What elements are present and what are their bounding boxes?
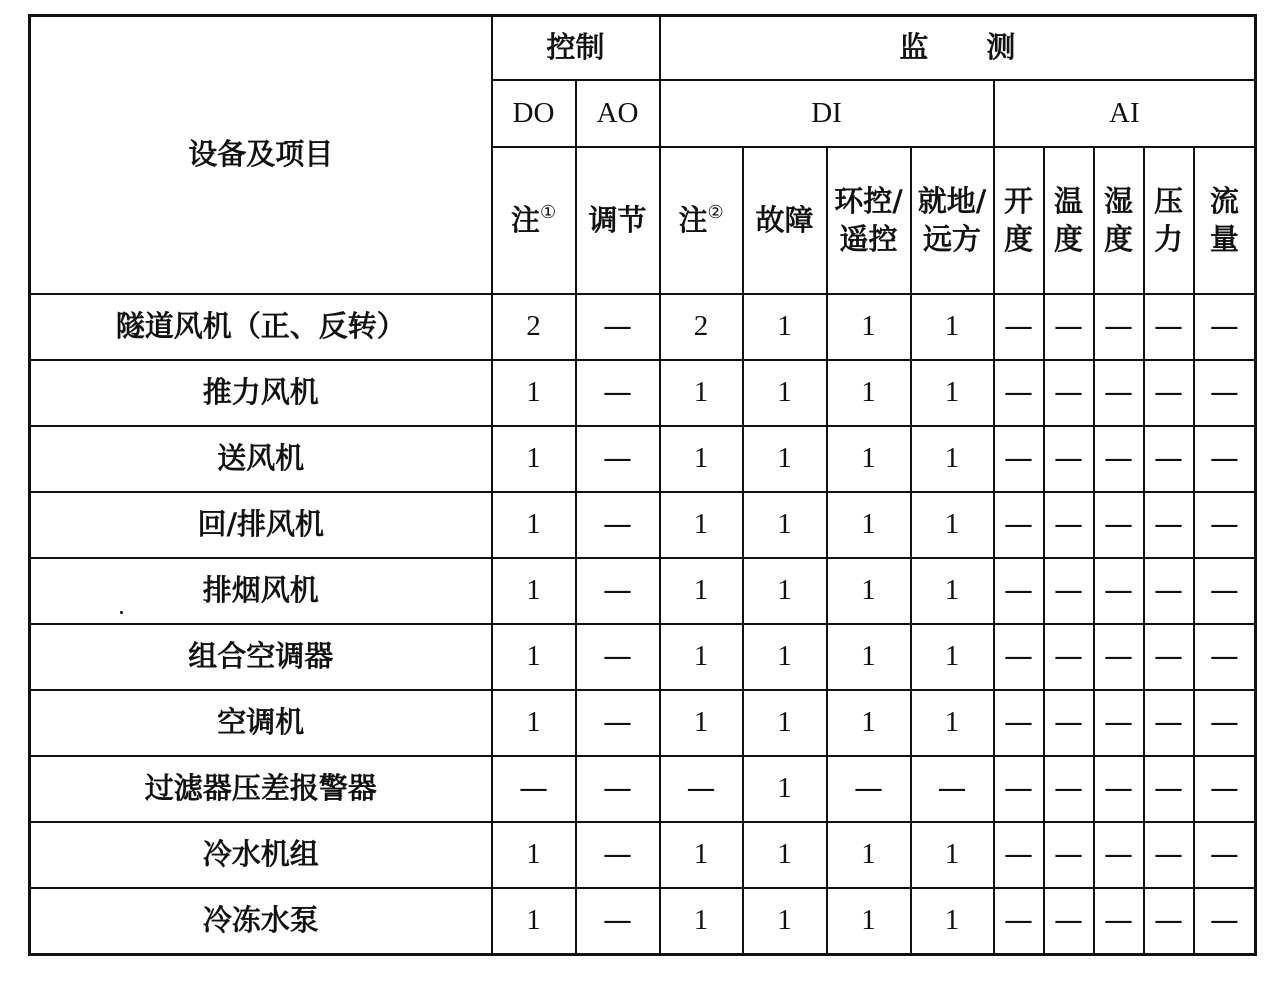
table-cell: 2	[492, 294, 576, 360]
table-cell: —	[492, 756, 576, 822]
di-env-remote-header	[827, 147, 911, 294]
table-cell: —	[1194, 690, 1256, 756]
table-cell: —	[1044, 558, 1094, 624]
table-cell: —	[576, 822, 660, 888]
table-cell: —	[1094, 294, 1144, 360]
table-cell: 1	[660, 624, 743, 690]
do-header: DO	[492, 80, 576, 147]
table-cell: 1	[743, 756, 827, 822]
ai-humidity-header	[1094, 147, 1144, 294]
table-cell: —	[994, 360, 1044, 426]
row-item-name: 空调机	[30, 690, 492, 756]
ai-open-line-1: 开	[1004, 183, 1034, 218]
table-cell: —	[576, 360, 660, 426]
table-cell: —	[1094, 360, 1144, 426]
table-cell: 1	[827, 624, 911, 690]
table-cell: 1	[827, 360, 911, 426]
table-cell: —	[1044, 822, 1094, 888]
table-cell: —	[1144, 294, 1194, 360]
do-note-sup: ①	[539, 202, 557, 224]
table-cell: —	[994, 822, 1044, 888]
ai-press-line-1: 压	[1154, 183, 1184, 218]
ai-open-line-2: 度	[1004, 221, 1034, 256]
ai-pressure-header	[1144, 147, 1194, 294]
table-cell: 1	[660, 690, 743, 756]
table-cell: 1	[492, 624, 576, 690]
ai-hum-line-1: 湿	[1104, 183, 1134, 218]
table-row	[30, 360, 1256, 426]
table-cell: 1	[660, 426, 743, 492]
row-item-name: 送风机	[30, 426, 492, 492]
row-item-name: 回/排风机	[30, 492, 492, 558]
table-row	[30, 558, 1256, 624]
monitor-header: 监 测	[660, 16, 1256, 81]
row-item-name: 冷水机组	[30, 822, 492, 888]
item-column-header: 设备及项目	[30, 16, 492, 295]
row-item-name: 排烟风机	[30, 558, 492, 624]
table-cell: 1	[743, 492, 827, 558]
ai-flow-line-2: 量	[1209, 221, 1239, 256]
table-cell: —	[1194, 624, 1256, 690]
table-cell: 1	[492, 492, 576, 558]
table-cell: —	[1044, 294, 1094, 360]
table-cell: 1	[660, 492, 743, 558]
di-note-sup: ②	[707, 202, 724, 224]
table-row	[30, 294, 1256, 360]
table-cell: 1	[492, 888, 576, 955]
table-cell: —	[1194, 492, 1256, 558]
table-cell: 1	[911, 426, 994, 492]
stray-dot	[120, 611, 123, 614]
table-cell: 2	[660, 294, 743, 360]
table-cell: —	[576, 690, 660, 756]
di-local-line-1: 就地/	[917, 183, 987, 218]
table-cell: 1	[827, 492, 911, 558]
table-cell: 1	[911, 888, 994, 955]
io-points-table	[28, 14, 1257, 956]
table-row	[30, 690, 1256, 756]
table-cell: 1	[827, 426, 911, 492]
di-local-line-2: 远方	[923, 221, 982, 256]
table-cell: 1	[911, 624, 994, 690]
table-cell: —	[1194, 822, 1256, 888]
table-row	[30, 492, 1256, 558]
table-row	[30, 756, 1256, 822]
table-cell: —	[1044, 624, 1094, 690]
di-fault-header: 故障	[743, 147, 827, 294]
table-cell: —	[1144, 822, 1194, 888]
row-item-name: 推力风机	[30, 360, 492, 426]
table-cell: 1	[492, 558, 576, 624]
table-cell: 1	[911, 360, 994, 426]
table-cell: —	[660, 756, 743, 822]
table-cell: 1	[492, 690, 576, 756]
table-cell: 1	[743, 690, 827, 756]
table-cell: 1	[743, 426, 827, 492]
ai-temperature-header	[1044, 147, 1094, 294]
row-item-name: 冷冻水泵	[30, 888, 492, 955]
table-cell: 1	[827, 690, 911, 756]
table-cell: —	[1144, 690, 1194, 756]
table-cell: 1	[743, 822, 827, 888]
ai-press-line-2: 力	[1154, 221, 1184, 256]
table-cell: —	[911, 756, 994, 822]
table-cell: —	[1094, 690, 1144, 756]
table-cell: 1	[660, 822, 743, 888]
table-cell: —	[1144, 558, 1194, 624]
do-note-label: 注	[510, 203, 540, 238]
table-cell: —	[994, 888, 1044, 955]
table-cell: —	[1094, 822, 1144, 888]
table-cell: 1	[492, 360, 576, 426]
table-cell: —	[827, 756, 911, 822]
table-row	[30, 888, 1256, 955]
table-cell: —	[1044, 360, 1094, 426]
table-cell: —	[1194, 426, 1256, 492]
table-cell: —	[1094, 426, 1144, 492]
table-header	[30, 16, 1256, 295]
table-cell: 1	[743, 294, 827, 360]
di-note-label: 注	[678, 203, 708, 238]
table-cell: —	[1044, 756, 1094, 822]
table-cell: —	[1094, 756, 1144, 822]
table-cell: 1	[743, 624, 827, 690]
do-note-header	[492, 147, 576, 294]
control-header: 控制	[492, 16, 660, 81]
table-cell: 1	[911, 690, 994, 756]
di-local-remote-header	[911, 147, 994, 294]
row-item-name: 隧道风机（正、反转）	[30, 294, 492, 360]
table-cell: 1	[911, 492, 994, 558]
table-cell: —	[576, 756, 660, 822]
table-row	[30, 426, 1256, 492]
ai-header: AI	[994, 80, 1256, 147]
table-row	[30, 822, 1256, 888]
table-cell: —	[1144, 756, 1194, 822]
table-cell: —	[576, 492, 660, 558]
table-cell: —	[1044, 690, 1094, 756]
table-cell: 1	[660, 888, 743, 955]
table-cell: 1	[743, 558, 827, 624]
table-cell: —	[1144, 624, 1194, 690]
table-cell: —	[994, 756, 1044, 822]
table-cell: —	[1044, 426, 1094, 492]
table-cell: —	[994, 624, 1044, 690]
row-item-name: 过滤器压差报警器	[30, 756, 492, 822]
table-cell: 1	[827, 558, 911, 624]
ai-flow-header	[1194, 147, 1256, 294]
ao-header: AO	[576, 80, 660, 147]
table-cell: 1	[492, 822, 576, 888]
table-cell: —	[576, 888, 660, 955]
table-cell: —	[994, 294, 1044, 360]
table-cell: —	[1044, 888, 1094, 955]
table-cell: —	[1094, 558, 1144, 624]
table-body	[30, 294, 1256, 955]
table-cell: —	[1094, 624, 1144, 690]
table-cell: —	[576, 426, 660, 492]
table-cell: —	[1094, 492, 1144, 558]
table-cell: 1	[660, 558, 743, 624]
di-env-line-2: 遥控	[839, 221, 898, 256]
ai-opening-header	[994, 147, 1044, 294]
ai-temp-line-2: 度	[1054, 221, 1084, 256]
di-env-line-1: 环控/	[834, 183, 903, 218]
table-cell: —	[1194, 360, 1256, 426]
table-cell: —	[576, 294, 660, 360]
table-cell: 1	[911, 558, 994, 624]
table-cell: 1	[492, 426, 576, 492]
table-cell: —	[994, 558, 1044, 624]
table-cell: —	[1194, 888, 1256, 955]
table-cell: 1	[911, 822, 994, 888]
table-cell: —	[1144, 888, 1194, 955]
table-cell: —	[1144, 492, 1194, 558]
table-cell: —	[1044, 492, 1094, 558]
table-cell: —	[994, 690, 1044, 756]
table-cell: 1	[827, 888, 911, 955]
ai-hum-line-2: 度	[1104, 221, 1134, 256]
table-cell: 1	[827, 822, 911, 888]
table-cell: 1	[660, 360, 743, 426]
ao-adjust-header: 调节	[576, 147, 660, 294]
table-row	[30, 624, 1256, 690]
table-cell: —	[994, 492, 1044, 558]
di-note-header	[660, 147, 743, 294]
di-header: DI	[660, 80, 994, 147]
table-cell: 1	[743, 360, 827, 426]
table-cell: —	[1194, 294, 1256, 360]
table-cell: —	[576, 558, 660, 624]
table-cell: —	[1144, 360, 1194, 426]
ai-temp-line-1: 温	[1054, 183, 1084, 218]
table-cell: —	[1144, 426, 1194, 492]
table-cell: 1	[827, 294, 911, 360]
table-cell: 1	[743, 888, 827, 955]
table-cell: —	[994, 426, 1044, 492]
table-cell: 1	[911, 294, 994, 360]
table-cell: —	[1194, 558, 1256, 624]
row-item-name: 组合空调器	[30, 624, 492, 690]
ai-flow-line-1: 流	[1209, 183, 1239, 218]
table-cell: —	[1194, 756, 1256, 822]
table-cell: —	[1094, 888, 1144, 955]
table-cell: —	[576, 624, 660, 690]
